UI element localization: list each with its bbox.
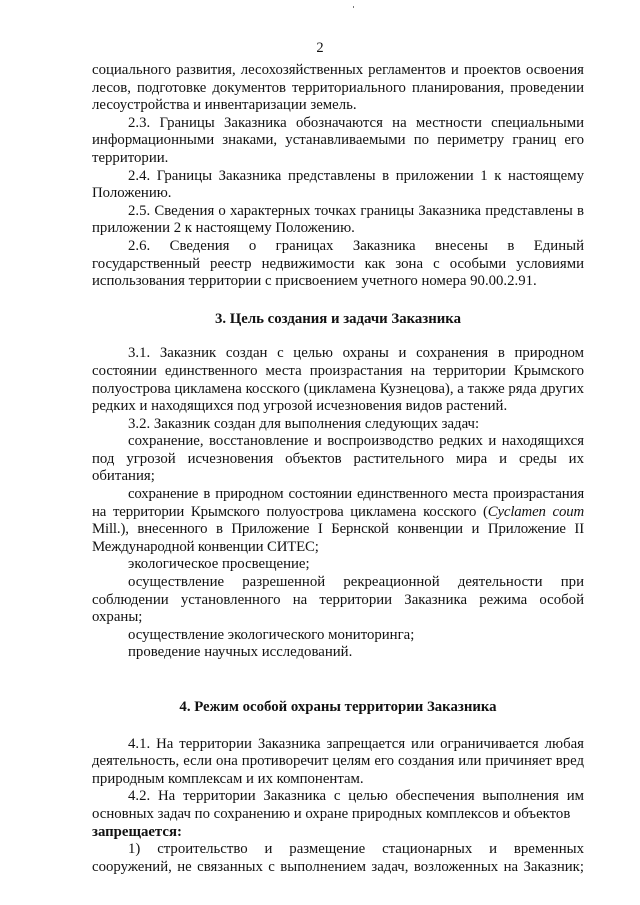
latin-species-name: Cyclamen coum xyxy=(487,503,584,520)
prohibited-line xyxy=(92,824,584,842)
prohibited-label: запрещается xyxy=(92,823,177,840)
paragraph-2-3: 2.3. Границы Заказника обозначаются на местности специальными информационными знаками, устанавливаемыми по периметру границ его территории. xyxy=(92,114,584,166)
task-cyclamen xyxy=(92,486,584,556)
section-3-heading: 3. Цель создания и задачи Заказника xyxy=(214,310,462,327)
task-monitoring: осуществление экологического мониторинга; xyxy=(128,626,415,643)
prohibited-colon: : xyxy=(176,823,182,840)
prohibition-item-1: 1) строительство и размещение стационарных и временных сооружений, не связанных с выполнением задач, возложенных на Заказник; xyxy=(92,841,584,875)
scan-mark xyxy=(353,6,354,8)
paragraph-2-6: 2.6. Сведения о границах Заказника внесены в Единый государственный реестр недвижимости как зона с особыми условиями использования территории с присвоением учетного номера 90.00.2.91. xyxy=(92,237,584,290)
paragraph-2-4: 2.4. Границы Заказника представлены в приложении 1 к настоящему Положению. xyxy=(92,167,584,202)
task-recreation: осуществление разрешенной рекреационной деятельности при соблюдении установленного на территории Заказника режима особой охраны; xyxy=(92,574,584,626)
paragraph-3-2: 3.2. Заказник создан для выполнения следующих задач: xyxy=(128,415,480,432)
task-conservation: сохранение, восстановление и воспроизводство редких и находящихся под угрозой исчезновения объектов растительного мира и среды их обитания; xyxy=(92,433,584,485)
task-research: проведение научных исследований. xyxy=(128,644,353,661)
paragraph-3-1: 3.1. Заказник создан с целью охраны и сохранения в природном состоянии единственного места произрастания на территории Крымского полуострова цикламена косского (цикламена Кузнецова), а также ряда других редких и находящихся под угрозой исчезновения видов растений. xyxy=(92,345,584,415)
task-cyclamen-text-after: Mill.), внесенного в Приложение I Бернской конвенции и Приложение II Международной конвенции СИТЕС; xyxy=(92,521,584,555)
section-4-heading: 4. Режим особой охраны территории Заказника xyxy=(179,699,497,715)
paragraph-continuation: социального развития, лесохозяйственных регламентов и проектов освоения лесов, подготовке документов территориального планирования, проведении лесоустройства и инвентаризации земель. xyxy=(92,62,584,114)
paragraph-2-5: 2.5. Сведения о характерных точках границы Заказника представлены в приложении 2 к настоящему Положению. xyxy=(92,202,584,237)
task-education: экологическое просвещение; xyxy=(128,556,310,573)
paragraph-4-2: 4.2. На территории Заказника с целью обеспечения выполнения им основных задач по сохранению и охране природных комплексов и объектов xyxy=(92,788,584,822)
paragraph-4-1: 4.1. На территории Заказника запрещается или ограничивается любая деятельность, если она противоречит целям его создания или причиняет вред природным комплексам и их компонентам. xyxy=(92,735,584,787)
task-cyclamen-text-before: сохранение в природном состоянии единственного места произрастания на территории Крымского полуострова цикламена косского ( xyxy=(92,486,584,520)
page-number: 2 xyxy=(316,40,324,56)
document-body xyxy=(92,62,584,876)
